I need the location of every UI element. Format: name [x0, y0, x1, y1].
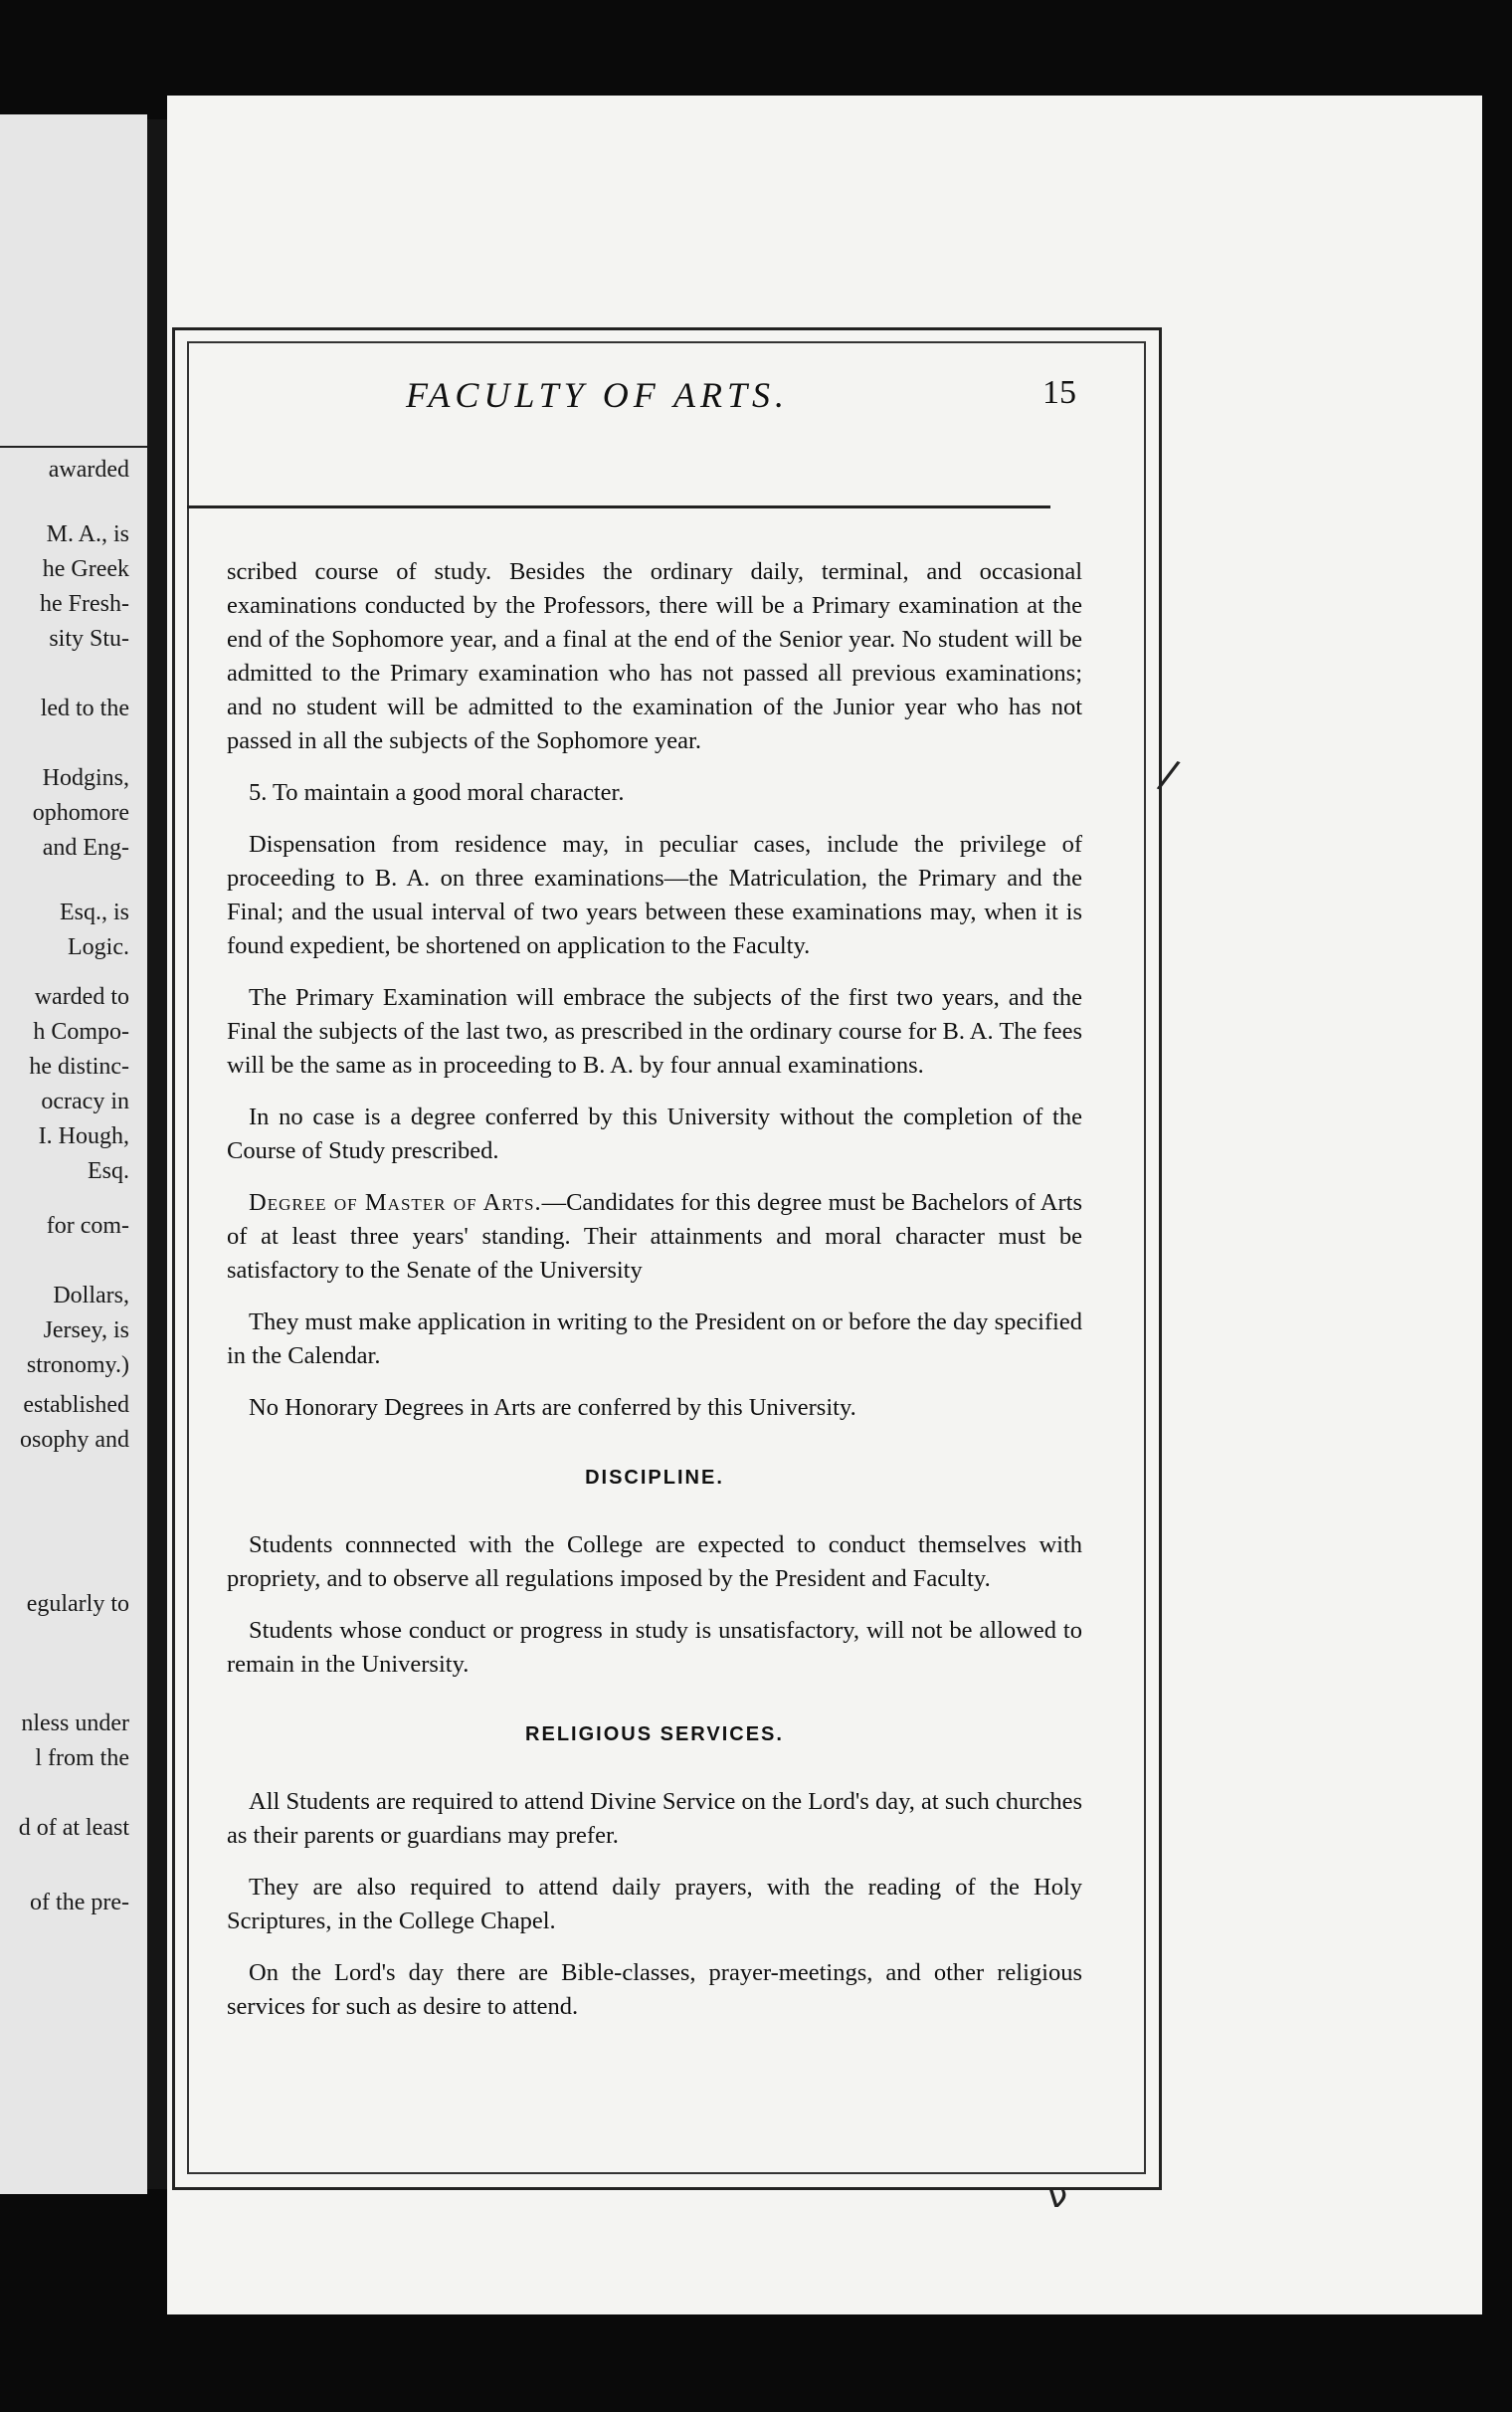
- page-header: [187, 352, 1142, 422]
- page-number: 15: [1042, 374, 1076, 411]
- paragraph-conduct: Students connnected with the College are expected to conduct themselves with propriety, and to observe all regulations imposed by the President and Faculty.: [227, 1531, 1082, 1592]
- heading-discipline: DISCIPLINE.: [585, 1467, 724, 1489]
- facing-page-line: stronomy.): [26, 1352, 129, 1378]
- paragraph-primary-examination: The Primary Examination will embrace the subjects of the first two years, and the Final the subjects of the last two, as prescribed in the ordinary course for B. A. The fees will be the same as in proceeding to B. A. by four annual examinations.: [227, 984, 1082, 1079]
- paragraph-master-of-arts: [227, 1186, 1082, 1288]
- paragraph-honorary-degrees: No Honorary Degrees in Arts are conferred by this University.: [249, 1394, 856, 1421]
- facing-page-line: Logic.: [68, 934, 129, 960]
- facing-page: [0, 114, 147, 2194]
- facing-page-line: of the pre-: [30, 1890, 129, 1915]
- facing-page-line: d of at least: [18, 1815, 129, 1841]
- facing-page-line: ophomore: [32, 800, 129, 826]
- facing-page-line: awarded: [48, 457, 129, 483]
- pencil-mark-bottom: ν: [1047, 2175, 1068, 2216]
- facing-page-line: ocracy in: [41, 1089, 129, 1114]
- facing-page-line: he Greek: [42, 556, 129, 582]
- facing-page-line: osophy and: [20, 1427, 129, 1453]
- page-body: [227, 555, 1082, 2042]
- facing-page-line: Jersey, is: [43, 1317, 129, 1343]
- facing-page-line: nless under: [21, 1710, 129, 1736]
- facing-page-line: Esq., is: [59, 900, 129, 925]
- page: [167, 96, 1482, 2314]
- facing-page-line: led to the: [40, 696, 129, 721]
- paragraph-daily-prayers: They are also required to attend daily prayers, with the reading of the Holy Scriptures, in the College Chapel.: [227, 1874, 1082, 1934]
- running-title: FACULTY OF ARTS.: [406, 375, 790, 415]
- facing-page-line: sity Stu-: [49, 626, 129, 652]
- facing-page-line: he distinc-: [29, 1054, 129, 1080]
- master-of-arts-lead: Degree of Master of Arts.: [249, 1189, 542, 1216]
- facing-page-line: Dollars,: [53, 1283, 129, 1308]
- heading-religious-services: RELIGIOUS SERVICES.: [525, 1723, 784, 1745]
- master-of-arts-text: —Candidates for this degree must be Bachelors of Arts of at least three years' standing. Their attainments and moral character must be satisfactory to the Senate of the University: [227, 1189, 1082, 1284]
- paragraph-application: They must make application in writing to the President on or before the day specified in the Calendar.: [227, 1308, 1082, 1369]
- facing-page-line: established: [23, 1392, 129, 1418]
- book-spine: [147, 119, 169, 2189]
- paragraph-bible-classes: On the Lord's day there are Bible-classes, prayer-meetings, and other religious services for such as desire to attend.: [227, 1959, 1082, 2020]
- facing-page-line: l from the: [35, 1745, 129, 1771]
- header-rule: [187, 505, 1050, 508]
- facing-page-line: M. A., is: [46, 521, 129, 547]
- facing-page-line: he Fresh-: [40, 591, 129, 617]
- facing-page-line: h Compo-: [33, 1019, 129, 1045]
- facing-page-line: I. Hough,: [38, 1123, 129, 1149]
- facing-page-line: egularly to: [26, 1591, 129, 1617]
- facing-page-line: and Eng-: [42, 835, 129, 861]
- paragraph-examinations: scribed course of study. Besides the ordinary daily, terminal, and occasional examinations conducted by the Professors, there will be a Primary examination at the end of the Sophomore year, and a final at the end of the Senior year. No student will be admitted to the Primary examination who has not passed all previous examinations; and no student will be admitted to the examination of the Junior year who has not passed in all the subjects of the Sophomore year.: [227, 558, 1082, 754]
- facing-page-rule: [0, 446, 147, 448]
- pencil-mark: /: [1154, 751, 1183, 799]
- paragraph-moral-character: 5. To maintain a good moral character.: [249, 779, 625, 806]
- facing-page-line: Hodgins,: [42, 765, 129, 791]
- facing-page-line: warded to: [34, 984, 129, 1010]
- paragraph-unsatisfactory: Students whose conduct or progress in study is unsatisfactory, will not be allowed to remain in the University.: [227, 1617, 1082, 1678]
- facing-page-line: for com-: [46, 1213, 129, 1239]
- paragraph-divine-service: All Students are required to attend Divine Service on the Lord's day, at such churches as their parents or guardians may prefer.: [227, 1788, 1082, 1849]
- facing-page-line: Esq.: [88, 1158, 129, 1184]
- paragraph-dispensation: Dispensation from residence may, in peculiar cases, include the privilege of proceeding to B. A. on three examinations—the Matriculation, the Primary and the Final; and the usual interval of two years between these examinations may, when it is found expedient, be shortened on application to the Faculty.: [227, 831, 1082, 959]
- paragraph-degree-conferral: In no case is a degree conferred by this University without the completion of the Course of Study prescribed.: [227, 1104, 1082, 1164]
